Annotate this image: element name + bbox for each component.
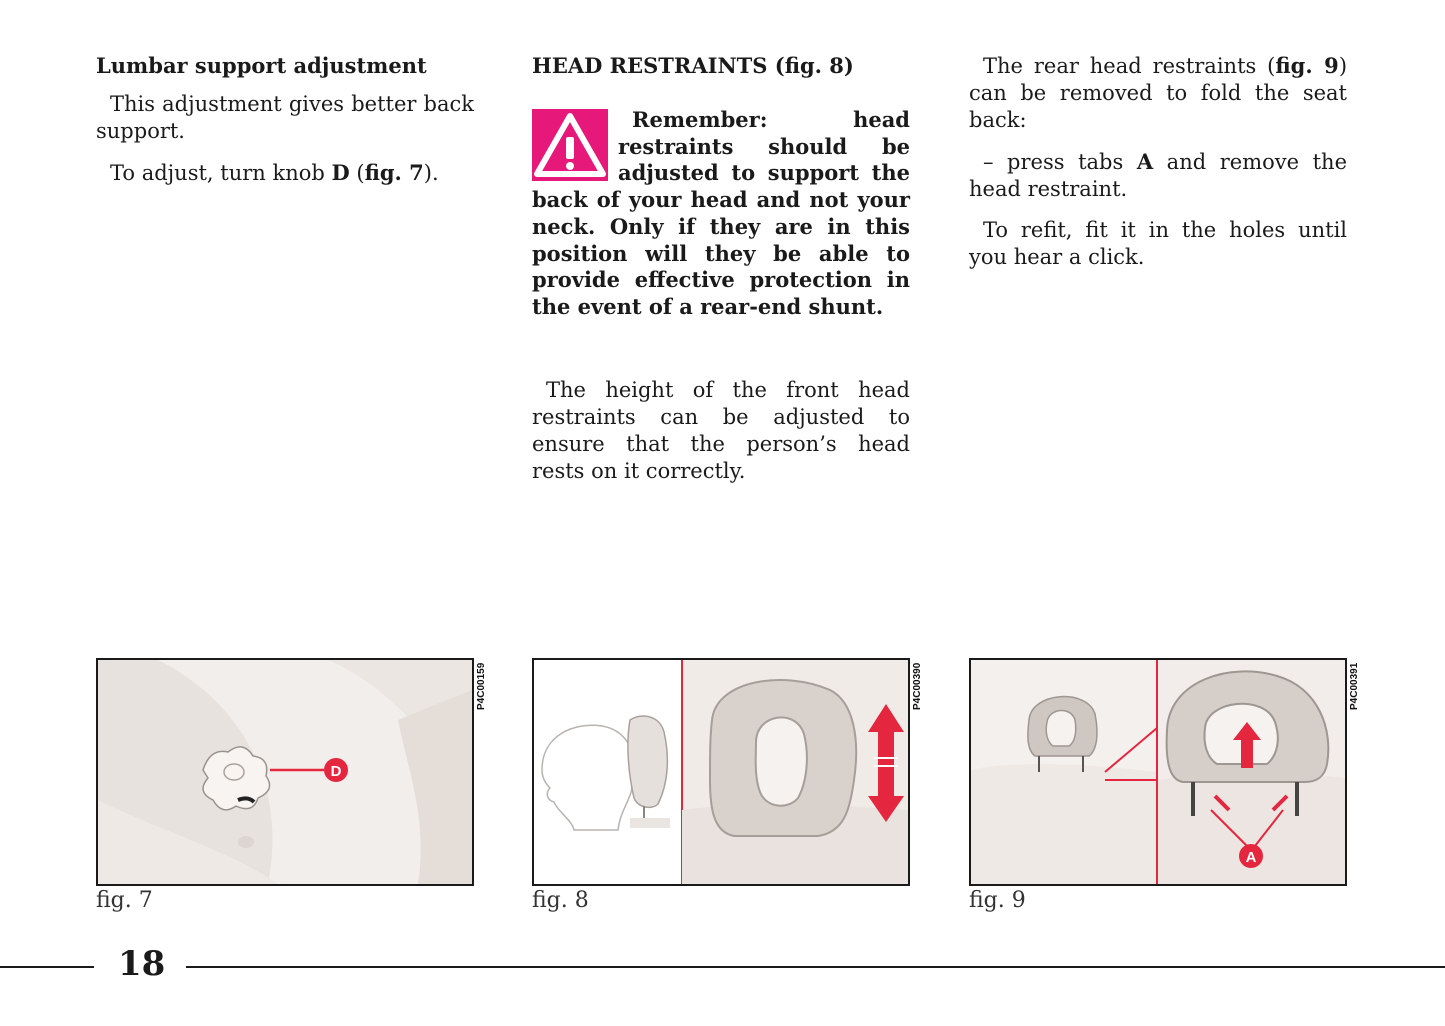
figure-7-lumbar-knob <box>96 658 474 886</box>
figure-9-caption: fig. 9 <box>969 888 1026 913</box>
lumbar-para2: To adjust, turn knob D (fig. 7). <box>110 160 439 185</box>
warning-triangle-icon <box>532 109 608 181</box>
column-rear-restraints <box>969 52 1347 285</box>
figure-7-code: P4C00159 <box>476 662 487 710</box>
rear-para2: – press tabs A and remove the head restraint. <box>969 149 1347 201</box>
figure-7-caption: fig. 7 <box>96 888 153 913</box>
figure-8-code: P4C00390 <box>912 662 923 710</box>
figure-9-code: P4C00391 <box>1349 662 1360 710</box>
figure-8-front-restraint <box>532 658 910 886</box>
warning-text: Remember: head restraints should be adjusted to support the back of your head and not your neck. Only if they are in this position will they be able to provide effective protection in the event of a rear-end shunt. <box>532 107 910 319</box>
callout-d: D <box>330 763 342 780</box>
head-restraints-heading: HEAD RESTRAINTS (fig. 8) <box>532 53 854 78</box>
warning-box <box>532 107 910 321</box>
front-restraint-text: The height of the front head restraints can be adjusted to ensure that the person’s head rests on it correctly. <box>532 377 910 483</box>
lumbar-para1: This adjustment gives better back support. <box>96 92 474 143</box>
rear-para1: The rear head restraints (fig. 9) can be removed to fold the seat back: <box>969 53 1348 132</box>
column-lumbar <box>96 52 474 201</box>
figure-9-rear-restraint <box>969 658 1347 886</box>
lumbar-heading: Lumbar support adjustment <box>96 53 427 78</box>
footer-rule-left <box>0 966 94 968</box>
figure-8-caption: fig. 8 <box>532 888 589 913</box>
front-head-restraint-icon <box>710 680 856 836</box>
page-number: 18 <box>118 944 166 984</box>
callout-a: A <box>1245 849 1257 866</box>
footer-rule-right <box>186 966 1445 968</box>
column-head-restraints <box>532 52 910 499</box>
rear-para3: To refit, fit it in the holes until you hear a click. <box>969 218 1347 269</box>
